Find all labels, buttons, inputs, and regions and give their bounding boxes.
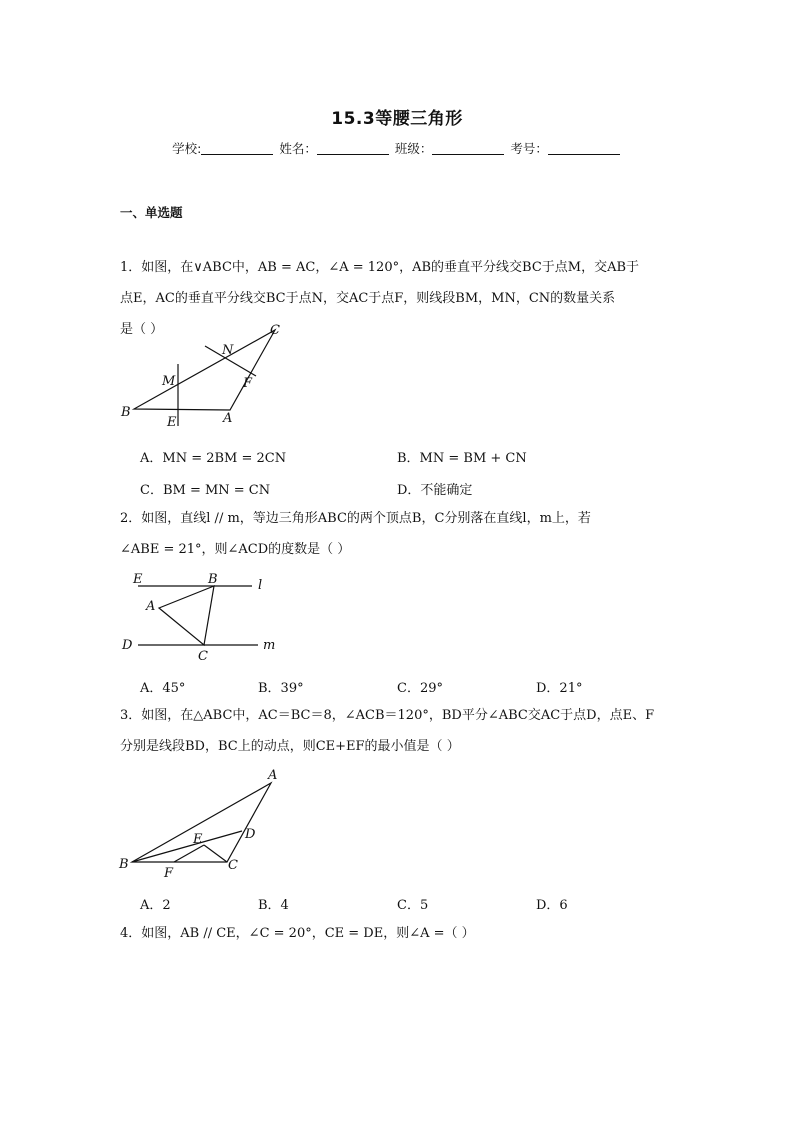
triangle-abc [132,783,271,862]
question-3-line-2: 分别是线段BD，BC上的动点，则CE+EF的最小值是（ ） [120,739,460,754]
segment-ce [204,845,227,862]
question-1-option-b[interactable]: B．MN = BM + CN [397,451,527,466]
name-label: 姓名： [279,141,317,156]
question-4-line-1: 4．如图，AB // CE，∠C = 20°，CE = DE，则∠A =（ ） [120,926,475,941]
figure-3-label: A [268,768,278,783]
question-1-option-c[interactable]: C．BM = MN = CN [140,483,271,498]
question-2-line-2: ∠ABE = 21°，则∠ACD的度数是（ ） [120,542,351,557]
question-1-line-3: 是（ ） [120,322,164,337]
number-blank[interactable] [548,142,620,155]
figure-2-label: D [122,638,133,653]
question-1-figure [118,320,298,432]
question-1-line-2: 点E，AC的垂直平分线交BC于点N，交AC于点F，则线段BM，MN，CN的数量关系 [120,291,616,306]
triangle-abc [134,330,275,410]
class-label: 班级： [394,141,433,156]
segment-fe [174,845,204,862]
figure-3-label: D [245,827,256,842]
question-3-option-b[interactable]: B．4 [258,898,289,913]
question-3 [120,700,680,762]
question-2-option-c[interactable]: C．29° [397,681,443,696]
question-2 [120,503,680,565]
figure-1-label: E [167,415,177,430]
bisector-bd [132,831,242,862]
figure-1-label: A [223,411,233,426]
figure-1-label: B [121,405,131,420]
question-3-option-a[interactable]: A．2 [140,898,171,913]
question-1-option-a[interactable]: A．MN = 2BM = 2CN [140,451,287,466]
equilateral-triangle-abc [159,586,214,645]
figure-1-label: M [162,374,176,389]
number-label: 考号： [510,141,548,156]
figure-3-label: F [164,866,174,881]
question-2-line-1: 2．如图，直线l // m，等边三角形ABC的两个顶点B，C分别落在直线l，m上，若 [120,511,591,526]
question-2-option-a[interactable]: A．45° [140,681,186,696]
question-4 [120,918,680,949]
school-blank[interactable] [201,142,273,155]
question-2-option-d[interactable]: D．21° [536,681,583,696]
figure-1-label: C [270,323,280,338]
figure-1-label: F [243,376,253,391]
figure-2-label: A [146,599,156,614]
class-blank[interactable] [432,142,504,155]
figure-3-label: B [119,857,129,872]
figure-3-label: E [193,832,203,847]
name-blank[interactable] [317,142,389,155]
question-3-line-1: 3．如图，在△ABC中，AC＝BC＝8，∠ACB＝120°，BD平分∠ABC交AC于点D，点E、F [120,708,655,723]
school-label: 学校: [172,141,202,156]
student-info-line [0,139,794,157]
section-heading: 一、单选题 [120,205,183,220]
question-1-line-1: 1．如图，在∨ABC中，AB = AC，∠A = 120°，AB的垂直平分线交BC于点M，交AB于 [120,260,640,275]
figure-3-label: C [228,858,238,873]
page-title: 15.3等腰三角形 [331,109,463,129]
question-1-option-d[interactable]: D．不能确定 [397,483,473,498]
figure-1-label: N [222,343,234,358]
question-3-option-c[interactable]: C．5 [397,898,429,913]
question-3-figure [118,765,288,880]
figure-2-label: C [198,649,208,664]
figure-2-label: B [208,572,218,587]
question-2-option-b[interactable]: B．39° [258,681,304,696]
question-3-option-d[interactable]: D．6 [536,898,568,913]
figure-2-label: l [258,578,263,593]
figure-2-label: m [263,638,276,653]
question-2-figure [118,568,288,664]
figure-2-label: E [133,572,143,587]
